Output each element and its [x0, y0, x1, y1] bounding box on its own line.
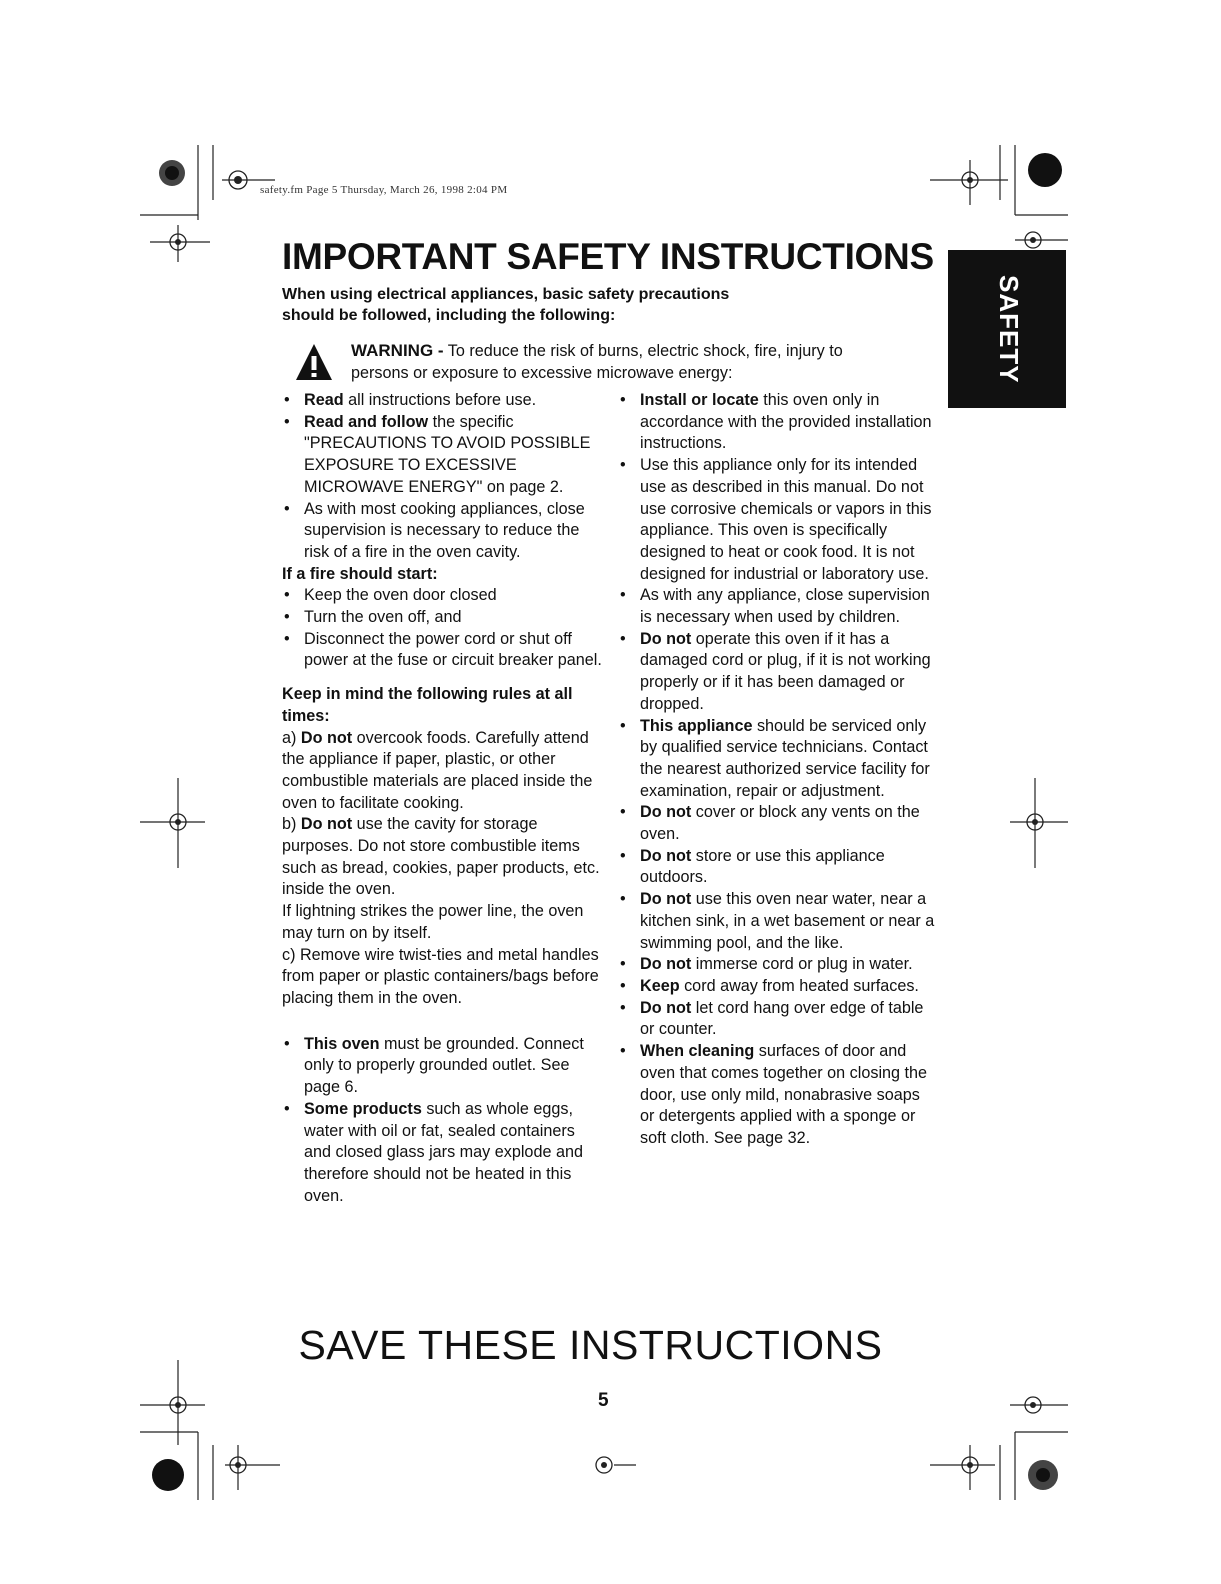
page-title: IMPORTANT SAFETY INSTRUCTIONS [282, 236, 934, 277]
intro-text [282, 284, 729, 326]
list-item: • Some products such as whole eggs, water with oil or fat, sealed containers and closed glass jars may explode and therefore should not be heated in this oven. [282, 1099, 602, 1208]
instruction-list [282, 1034, 602, 1208]
fire-heading: If a fire should start: [282, 564, 438, 583]
warning-triangle-icon [294, 342, 334, 382]
warning-text: persons or exposure to excessive microwave energy: [351, 364, 733, 382]
list-item: • Read and follow the specific "PRECAUTIONS TO AVOID POSSIBLE EXPOSURE TO EXCESSIVE MICROWAVE ENERGY" on page 2. [282, 412, 602, 499]
section-tab-label [972, 275, 1024, 385]
list-item: • Disconnect the power cord or shut off power at the fuse or circuit breaker panel. [282, 629, 602, 672]
warning-text: To reduce the risk of burns, electric shock, fire, injury to [443, 342, 843, 360]
list-item: • As with most cooking appliances, close supervision is necessary to reduce the risk of a fire in the oven cavity. [282, 499, 602, 564]
list-item: • Do not store or use this appliance outdoors. [618, 846, 938, 889]
page-number: 5 [598, 1390, 609, 1411]
rules-heading: Keep in mind the following rules at all times: [282, 685, 573, 725]
svg-text:SAFETY: SAFETY [994, 275, 1024, 384]
rule-c: c) Remove wire twist-ties and metal handles from paper or plastic containers/bags before placing them in the oven. [282, 945, 599, 1007]
rule-b: b) Do not use the cavity for storage purposes. Do not store combustible items such as bread, cookies, paper products, etc. inside the oven. [282, 815, 600, 899]
intro-line: When using electrical appliances, basic safety precautions [282, 286, 730, 303]
list-item: • Do not immerse cord or plug in water. [618, 954, 938, 976]
list-item: • Install or locate this oven only in accordance with the provided installation instructions. [618, 390, 938, 455]
list-item: • Do not let cord hang over edge of table or counter. [618, 998, 938, 1041]
lightning-note: If lightning strikes the power line, the oven may turn on by itself. [282, 902, 584, 942]
instruction-list [282, 390, 602, 564]
list-item: • Use this appliance only for its intended use as described in this manual. Do not use corrosive chemicals or vapors in this appliance. This oven is specifically designed to heat or cook food. It is not designed for industrial or laboratory use. [618, 455, 938, 585]
list-item: • This oven must be grounded. Connect only to properly grounded outlet. See page 6. [282, 1034, 602, 1099]
warning-label: WARNING - [351, 341, 444, 360]
list-item: • This appliance should be serviced only by qualified service technicians. Contact the nearest authorized service facility for examination, repair or adjustment. [618, 716, 938, 803]
list-item: • Read all instructions before use. [282, 390, 602, 412]
warning-statement [351, 340, 931, 384]
list-item: • When cleaning surfaces of door and oven that comes together on closing the door, use only mild, nonabrasive soaps or detergents applied with a sponge or soft cloth. See page 32. [618, 1041, 938, 1150]
list-item: • Do not operate this oven if it has a damaged cord or plug, if it is not working properly or if it has been damaged or dropped. [618, 629, 938, 716]
file-slug: safety.fm Page 5 Thursday, March 26, 1998 2:04 PM [260, 184, 508, 196]
save-instructions-heading: SAVE THESE INSTRUCTIONS [298, 1322, 883, 1368]
right-column [618, 390, 938, 1150]
fire-steps-list [282, 585, 602, 672]
instruction-list [618, 390, 938, 1150]
rule-a: a) Do not overcook foods. Carefully attend the appliance if paper, plastic, or other combustible materials are placed inside the oven to facilitate cooking. [282, 728, 593, 812]
list-item: • Do not cover or block any vents on the oven. [618, 802, 938, 845]
list-item: • Keep the oven door closed [282, 585, 602, 607]
intro-line: should be followed, including the following: [282, 307, 616, 324]
list-item: • Do not use this oven near water, near a kitchen sink, in a wet basement or near a swimming pool, and the like. [618, 889, 938, 954]
left-column [282, 390, 602, 1207]
list-item: • Turn the oven off, and [282, 607, 602, 629]
list-item: • As with any appliance, close supervision is necessary when used by children. [618, 585, 938, 628]
list-item: • Keep cord away from heated surfaces. [618, 976, 938, 998]
